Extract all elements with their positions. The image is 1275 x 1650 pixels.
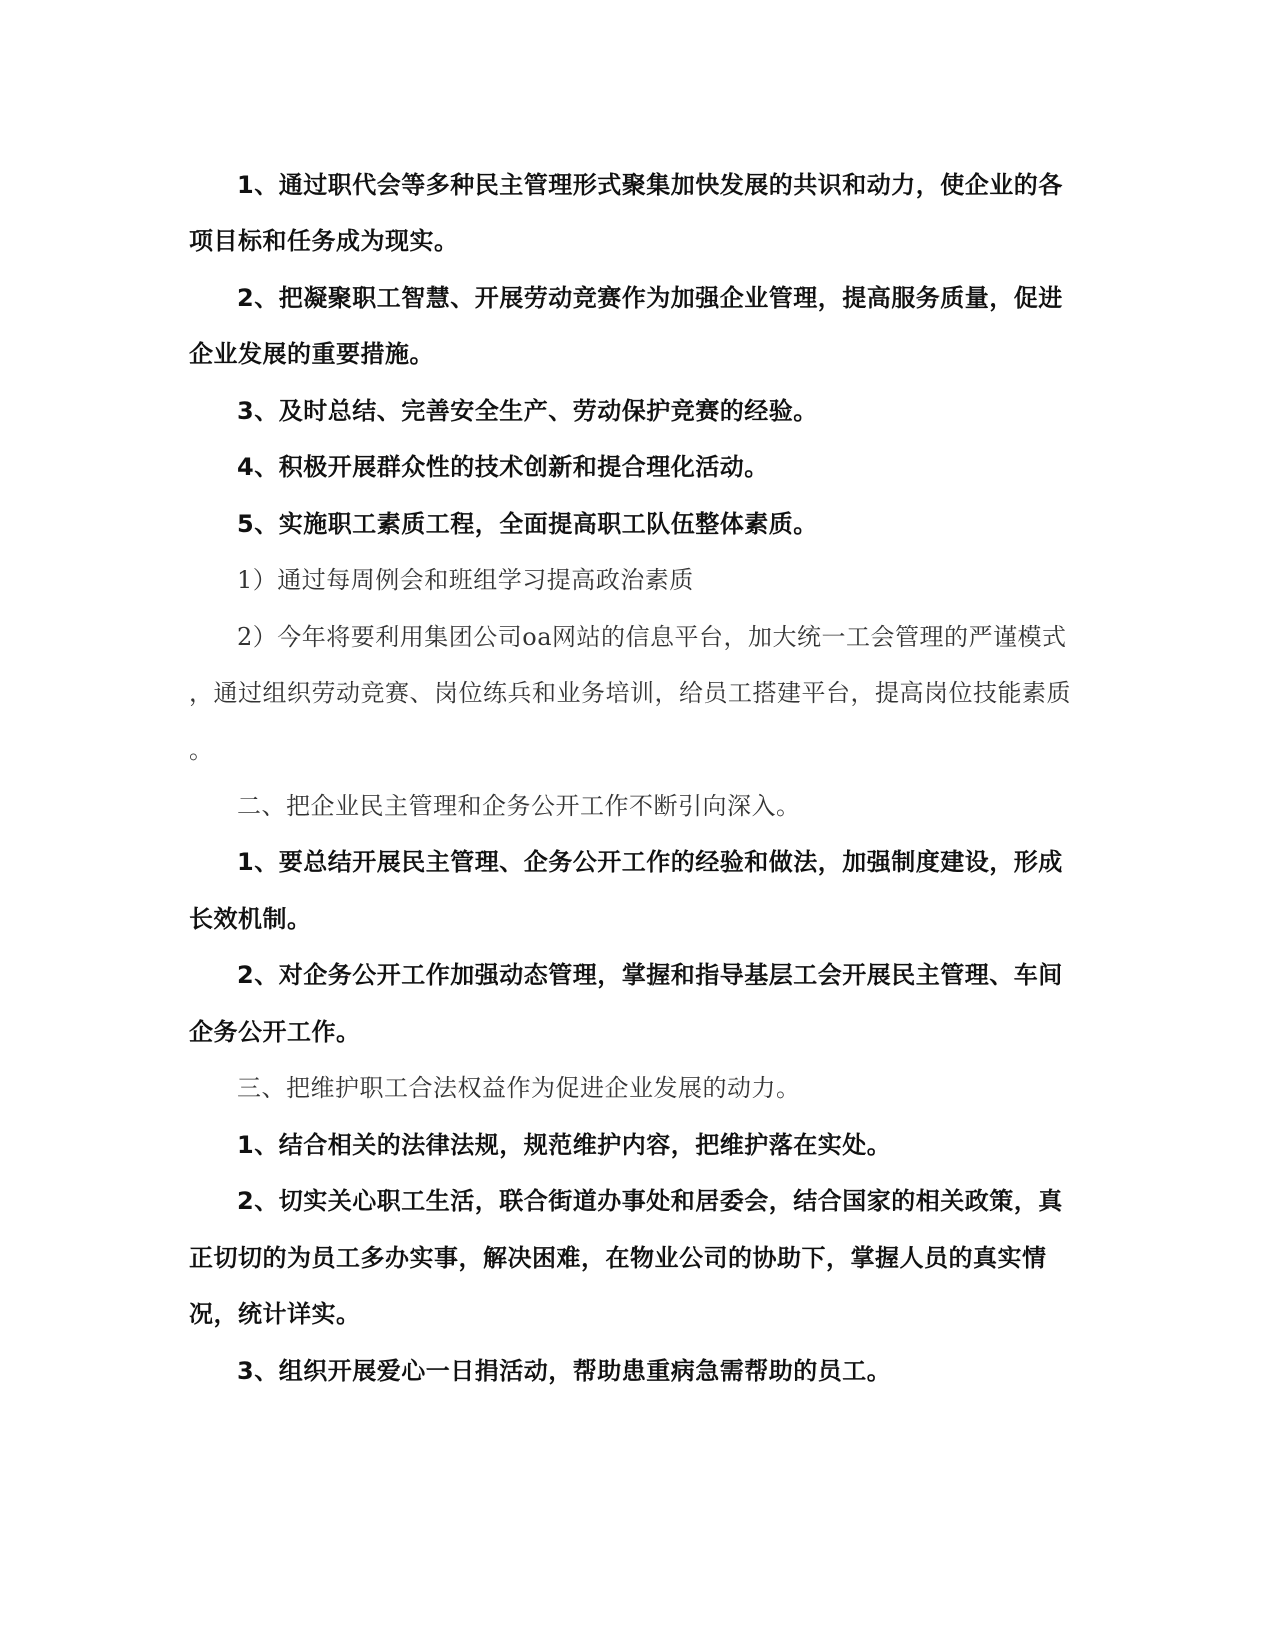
- text-line: 4、积极开展群众性的技术创新和提合理化活动。: [237, 453, 769, 481]
- text-line: 正切切的为员工多办实事，解决困难，在物业公司的协助下，掌握人员的真实情: [189, 1244, 1047, 1272]
- text-line: 1、要总结开展民主管理、企务公开工作的经验和做法，加强制度建设，形成: [237, 848, 1063, 876]
- text-line: 项目标和任务成为现实。: [189, 227, 459, 255]
- text-line: ，通过组织劳动竞赛、岗位练兵和业务培训，给员工搭建平台，提高岗位技能素质: [189, 679, 1071, 707]
- text-line: 1、通过职代会等多种民主管理形式聚集加快发展的共识和动力，使企业的各: [237, 171, 1063, 199]
- text-line: 企务公开工作。: [189, 1018, 361, 1046]
- text-line: 。: [189, 736, 214, 764]
- text-line: 2、把凝聚职工智慧、开展劳动竞赛作为加强企业管理，提高服务质量，促进: [237, 284, 1063, 312]
- text-line: 企业发展的重要措施。: [189, 340, 434, 368]
- text-line: 1）通过每周例会和班组学习提高政治素质: [237, 566, 694, 594]
- text-line: 况，统计详实。: [189, 1300, 361, 1328]
- text-line: 2）今年将要利用集团公司oa网站的信息平台，加大统一工会管理的严谨模式: [237, 623, 1067, 651]
- text-line: 3、及时总结、完善安全生产、劳动保护竞赛的经验。: [237, 397, 818, 425]
- text-line: 2、切实关心职工生活，联合街道办事处和居委会，结合国家的相关政策，真: [237, 1187, 1063, 1215]
- text-line: 3、组织开展爱心一日捐活动，帮助患重病急需帮助的员工。: [237, 1357, 892, 1385]
- text-line: 1、结合相关的法律法规，规范维护内容，把维护落在实处。: [237, 1131, 892, 1159]
- text-line: 长效机制。: [189, 905, 312, 933]
- section-heading: 二、把企业民主管理和企务公开工作不断引向深入。: [237, 792, 801, 820]
- text-line: 2、对企务公开工作加强动态管理，掌握和指导基层工会开展民主管理、车间: [237, 961, 1063, 989]
- section-heading: 三、把维护职工合法权益作为促进企业发展的动力。: [237, 1074, 801, 1102]
- text-line: 5、实施职工素质工程，全面提高职工队伍整体素质。: [237, 510, 818, 538]
